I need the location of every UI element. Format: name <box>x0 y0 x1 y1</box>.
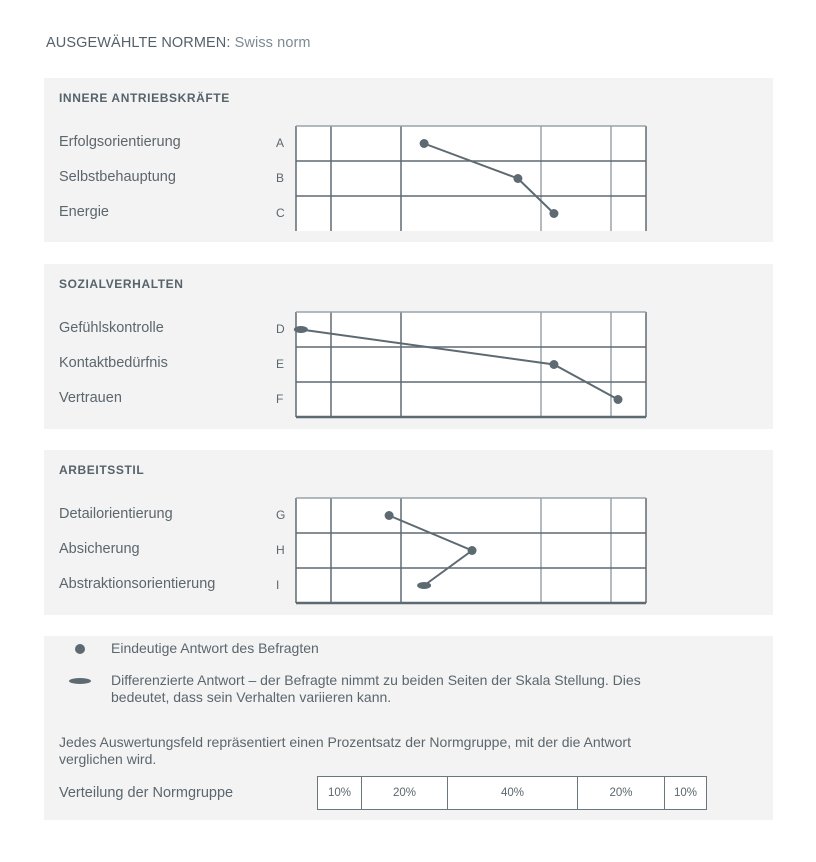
distribution-cell: 20% <box>362 777 448 809</box>
row-letter: C <box>276 206 285 220</box>
row-label: Selbstbehauptung <box>59 169 176 185</box>
row-letter: B <box>276 171 285 185</box>
grid-background <box>296 126 646 231</box>
legend-diff-text-line1: Differenzierte Antwort – der Befragte nimmt zu beiden Seiten der Skala Stellung. Dies <box>111 672 641 688</box>
clear-answer-marker <box>385 511 394 520</box>
distribution-cell: 10% <box>673 787 698 799</box>
distribution-table <box>317 776 707 810</box>
row-label: Energie <box>59 204 109 220</box>
clear-answer-marker <box>549 360 558 369</box>
row-label: Kontaktbedürfnis <box>59 355 168 371</box>
row-letter: H <box>276 543 285 557</box>
info-text-line2: verglichen wird. <box>59 751 157 767</box>
selected-norm: Swiss norm <box>234 35 311 51</box>
clear-answer-marker <box>420 139 429 148</box>
row-label: Erfolgsorientierung <box>59 134 181 150</box>
section-title: SOZIALVERHALTEN <box>59 277 184 291</box>
row-label: Absicherung <box>59 541 140 557</box>
differentiated-answer-marker <box>294 326 308 333</box>
clear-answer-marker <box>549 209 558 218</box>
row-letter: D <box>276 322 285 336</box>
section-panel-arbeitsstil <box>44 450 773 615</box>
section-title: INNERE ANTRIEBSKRÄFTE <box>59 91 230 105</box>
clear-answer-marker <box>513 174 522 183</box>
page-title <box>46 35 311 51</box>
clear-answer-marker <box>468 546 477 555</box>
profile-grid <box>295 312 647 418</box>
distribution-cell: 10% <box>318 777 362 809</box>
clear-answer-marker <box>614 395 623 404</box>
section-title: ARBEITSSTIL <box>59 463 145 477</box>
row-letter: A <box>276 136 285 150</box>
row-label: Gefühlskontrolle <box>59 320 164 336</box>
profile-grid <box>295 498 647 604</box>
row-letter: E <box>276 357 285 371</box>
norms-label: AUSGEWÄHLTE NORMEN: <box>46 35 231 51</box>
differentiated-answer-ellipse-icon <box>69 678 91 684</box>
row-label: Vertrauen <box>59 390 122 406</box>
profile-grid <box>295 126 647 232</box>
row-letter: F <box>276 392 284 406</box>
row-label: Abstraktionsorientierung <box>59 576 216 592</box>
legend-clear-text: Eindeutige Antwort des Befragten <box>111 640 319 656</box>
row-label: Detailorientierung <box>59 506 173 522</box>
section-panel-sozialverhalten <box>44 264 773 429</box>
row-letter: G <box>276 508 286 522</box>
legend-panel <box>44 636 773 820</box>
distribution-cell: 20% <box>578 777 665 809</box>
grid-background <box>296 312 646 417</box>
legend-diff-text-line2: bedeutet, dass sein Verhalten variieren kann. <box>111 689 392 705</box>
row-letter: I <box>276 578 280 592</box>
distribution-cell: 40% <box>448 777 578 809</box>
differentiated-answer-marker <box>417 582 431 589</box>
distribution-label: Verteilung der Normgruppe <box>59 785 234 801</box>
info-text-line1: Jedes Auswertungsfeld repräsentiert einen Prozentsatz der Normgruppe, mit der die Antwort <box>59 734 631 750</box>
clear-answer-dot-icon <box>75 644 85 654</box>
section-panel-innere-antriebskraefte <box>44 78 773 242</box>
